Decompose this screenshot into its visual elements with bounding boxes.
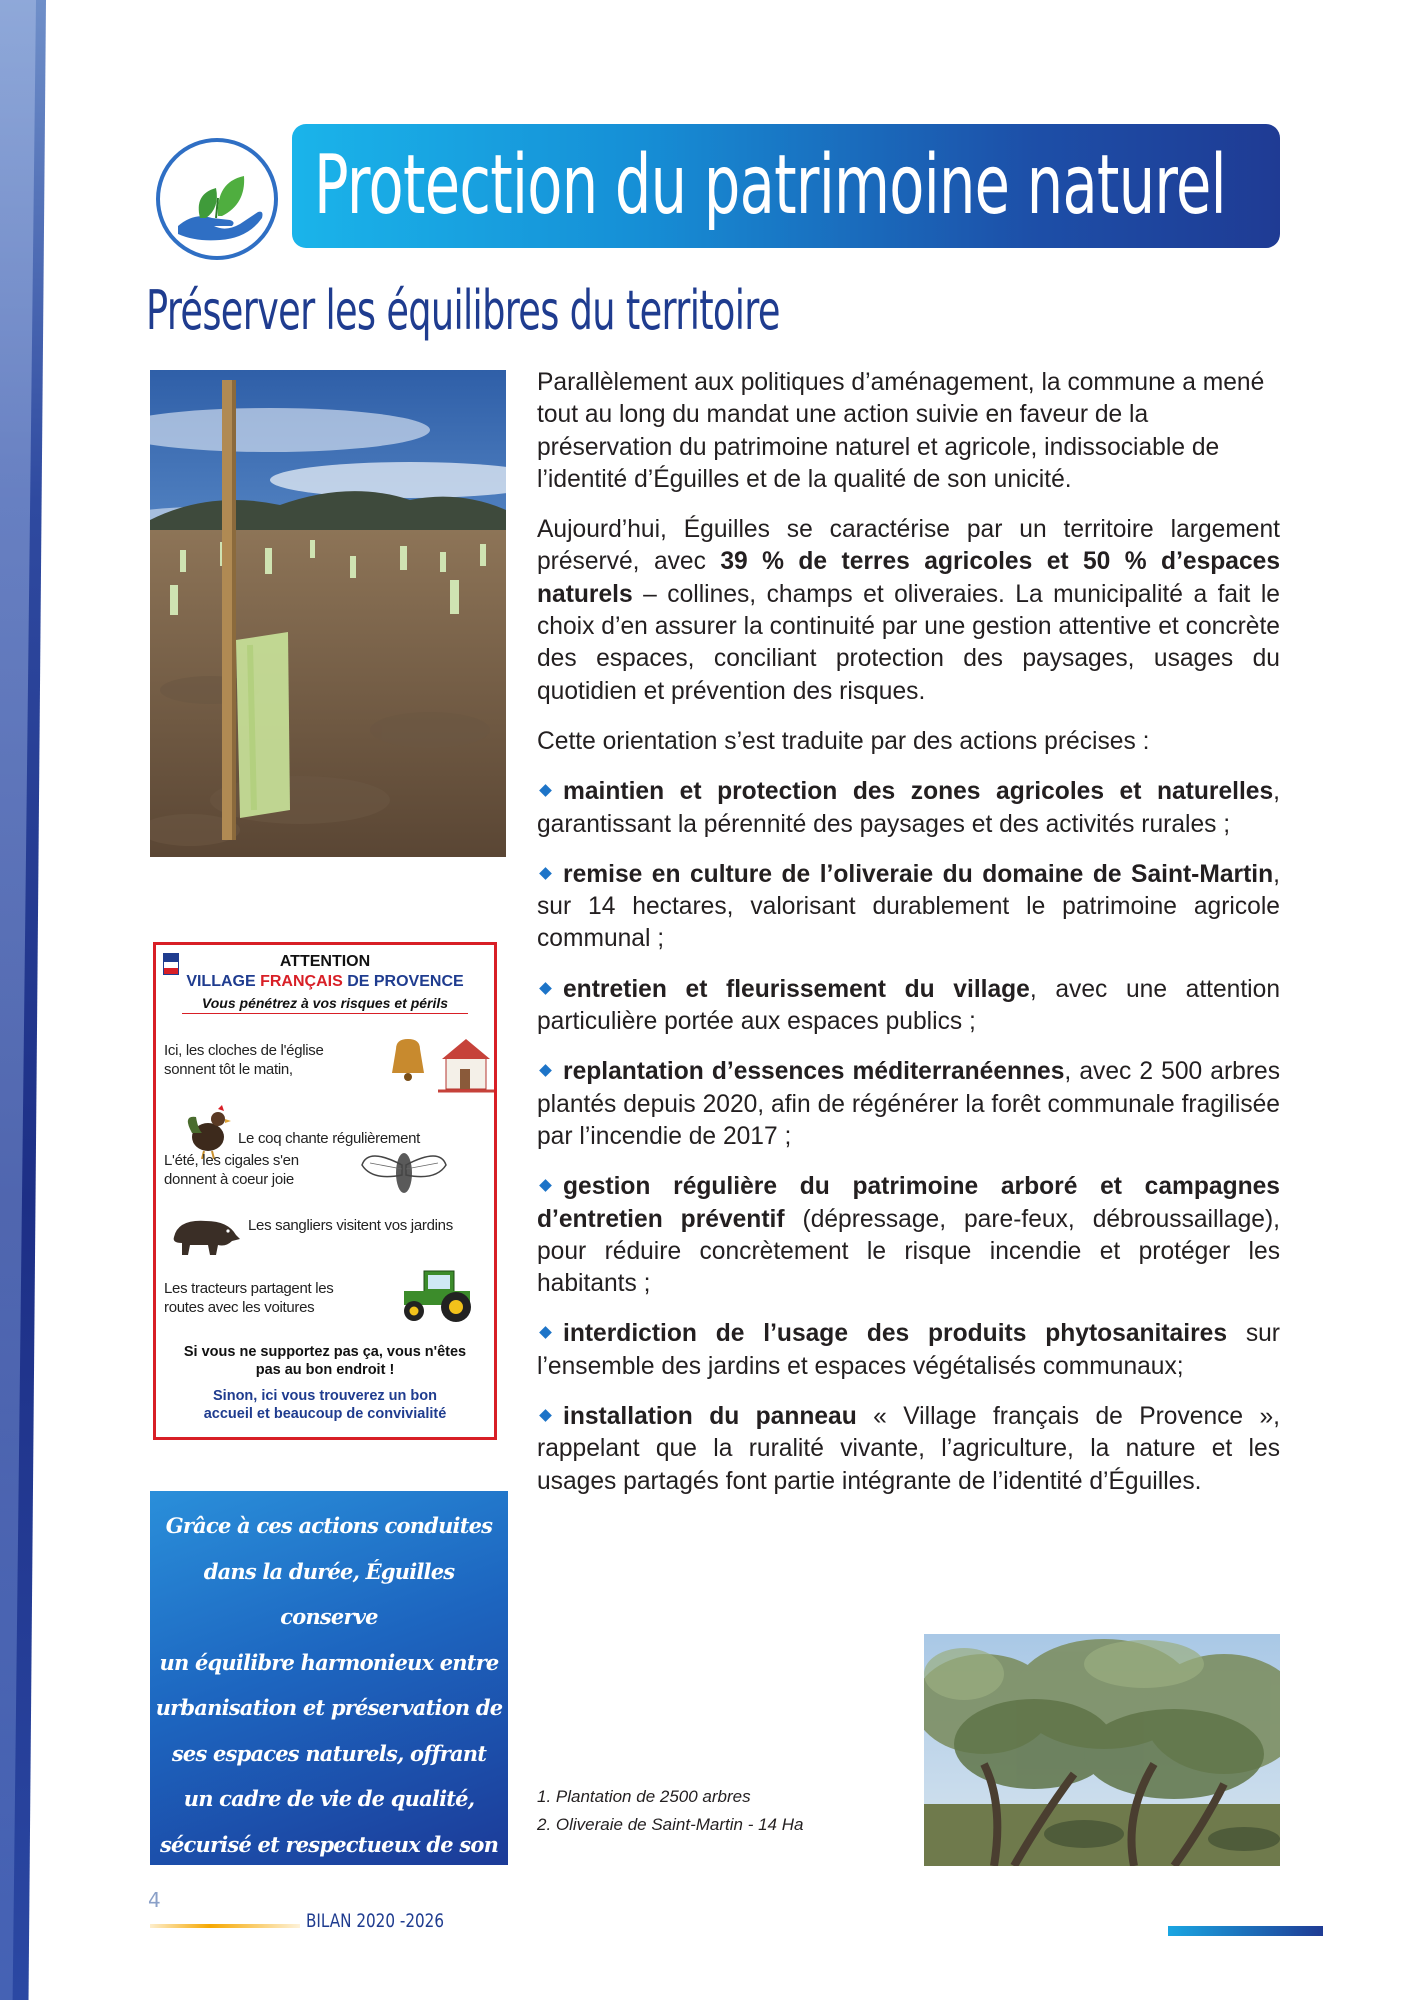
poster-bottom-warning: Si vous ne supportez pas ça, vous n'êtes pas au bon endroit ! [183,1344,467,1378]
list-item [537,1056,1280,1153]
section-subtitle: Préserver les équilibres du territoire [146,279,780,342]
main-content [537,367,1280,1516]
conclusion-box [150,1491,508,1902]
poster-village [156,973,494,991]
list-item-bold: interdiction de l’usage des produits phytosanitaires [563,1320,1227,1348]
village-poster [153,942,497,1440]
diamond-bullet-icon [539,1327,552,1340]
paragraph-territory-a: Aujourd’hui, Éguilles se caractérise par un territoire largement préservé, avec [537,516,1280,576]
photo-tree-plantation [150,370,506,857]
list-item-bold: replantation d’essences méditerranéennes [563,1058,1065,1086]
poster-line-rooster: Le coq chante régulièrement [238,1130,421,1147]
list-item-text: , garantissant la pérennité des paysages et des activités rurales ; [537,778,1280,838]
diamond-bullet-icon [539,982,552,995]
list-item [537,859,1280,956]
title-banner [292,124,1280,248]
conclusion-text: Grâce à ces actions conduites dans la durée, Éguilles conserve un équilibre harmonieux entre urbanisation et préservation de ses espaces naturels, offrant un cadre de vie de qualité, sécurisé et respectueux de son environnement. [155,1513,503,1902]
paragraph-intro: Parallèlement aux politiques d’aménagement, la commune a mené tout au long du mandat une action suivie en faveur de la préservation du patrimoine naturel et agricole, indissociable de l’identité d’Éguilles et de la qualité de son unicité. [537,369,1265,493]
poster-line-tractor: Les tracteurs partagent les routes avec les voitures [164,1280,334,1316]
poster-divider [182,1013,468,1014]
poster-line-cicada: L'été, les cigales s'en donnent à coeur joie [164,1152,299,1188]
paragraph-territory [537,514,1280,708]
list-item-text: , sur 14 hectares, valorisant durablement le patrimoine agricole communal ; [537,860,1280,953]
diamond-bullet-icon [539,1409,552,1422]
diamond-bullet-icon [539,1179,552,1192]
poster-village-a: VILLAGE [186,973,261,990]
list-item-bold: installation du panneau [563,1403,857,1431]
diamond-bullet-icon [539,1064,552,1077]
olive-grove-illustration [924,1634,1280,1866]
hand-leaf-icon [160,142,274,256]
poster-title: ATTENTION [279,953,371,970]
church-bell-icon [378,1031,496,1097]
list-item-bold: gestion régulière du patrimoine arboré et campagnes d’entretien préventif [537,1173,1280,1233]
list-item-text: sur l’ensemble des jardins et espaces végétalisés communaux; [537,1320,1280,1380]
photo-olive-grove [924,1634,1280,1866]
list-item-bold: remise en culture de l’oliveraie du domaine de Saint-Martin [563,860,1274,888]
poster-bottom-welcome: Sinon, ici vous trouverez un bon accueil et beaucoup de convivialité [203,1388,447,1422]
plantation-illustration [150,370,506,857]
diamond-bullet-icon [539,784,552,797]
list-item [537,1318,1280,1383]
paragraph-territory-stat: 39 % de terres agricoles et 50 % d’espaces naturels [537,548,1280,608]
list-item-bold: maintien et protection des zones agricoles et naturelles [563,778,1274,806]
poster-line-boar: Les sangliers visitent vos jardins [248,1217,453,1234]
poster-risk: Vous pénétrez à vos risques et périls [201,995,449,1011]
list-item [537,776,1280,841]
caption-1: 1. Plantation de 2500 arbres [537,1787,751,1806]
caption-2: 2. Oliveraie de Saint-Martin - 14 Ha [537,1815,804,1834]
cicada-icon [358,1147,450,1199]
poster-village-b: FRANÇAIS [260,973,343,990]
tractor-icon [394,1263,482,1325]
list-item [537,1401,1280,1498]
footer-label: BILAN 2020 -2026 [306,1910,445,1932]
list-item-text: (dépressage, pare-feux, débroussaillage), pour réduire concrètement le risque incendie et protéger les habitants ; [537,1205,1280,1298]
wild-boar-icon [168,1213,242,1257]
paragraph-territory-c: – collines, champs et oliveraies. La municipalité a fait le choix d’en assurer la continuité par une gestion attentive et concrète des espaces, conciliant protection des paysages, usages du quotidien et prévention des risques. [537,580,1280,705]
footer-blue-bar [1168,1926,1323,1936]
nature-logo [156,138,278,260]
page-title: Protection du patrimoine naturel [314,138,1226,233]
poster-village-c: DE PROVENCE [342,973,464,990]
list-item-text: , avec 2 500 arbres plantés depuis 2020, afin de régénérer la forêt communale fragilisée par l’incendie de 2017 ; [537,1058,1280,1150]
list-item [537,974,1280,1039]
diamond-bullet-icon [539,867,552,880]
paragraph-actions-intro: Cette orientation s’est traduite par des actions précises : [537,727,1150,755]
page-number: 4 [148,1888,161,1912]
list-item [537,1171,1280,1300]
list-item-text: « Village français de Provence », rappelant que la ruralité vivante, l’agriculture, la nature et les usages partagés font partie intégrante de l’identité d’Éguilles. [537,1403,1280,1495]
poster-line-church: Ici, les cloches de l'église sonnent tôt le matin, [164,1042,324,1078]
photo-captions [537,1783,803,1839]
footer-accent-line [150,1924,300,1928]
list-item-bold: entretien et fleurissement du village [563,975,1030,1003]
list-item-text: , avec une attention particulière portée aux espaces publics ; [537,975,1280,1036]
